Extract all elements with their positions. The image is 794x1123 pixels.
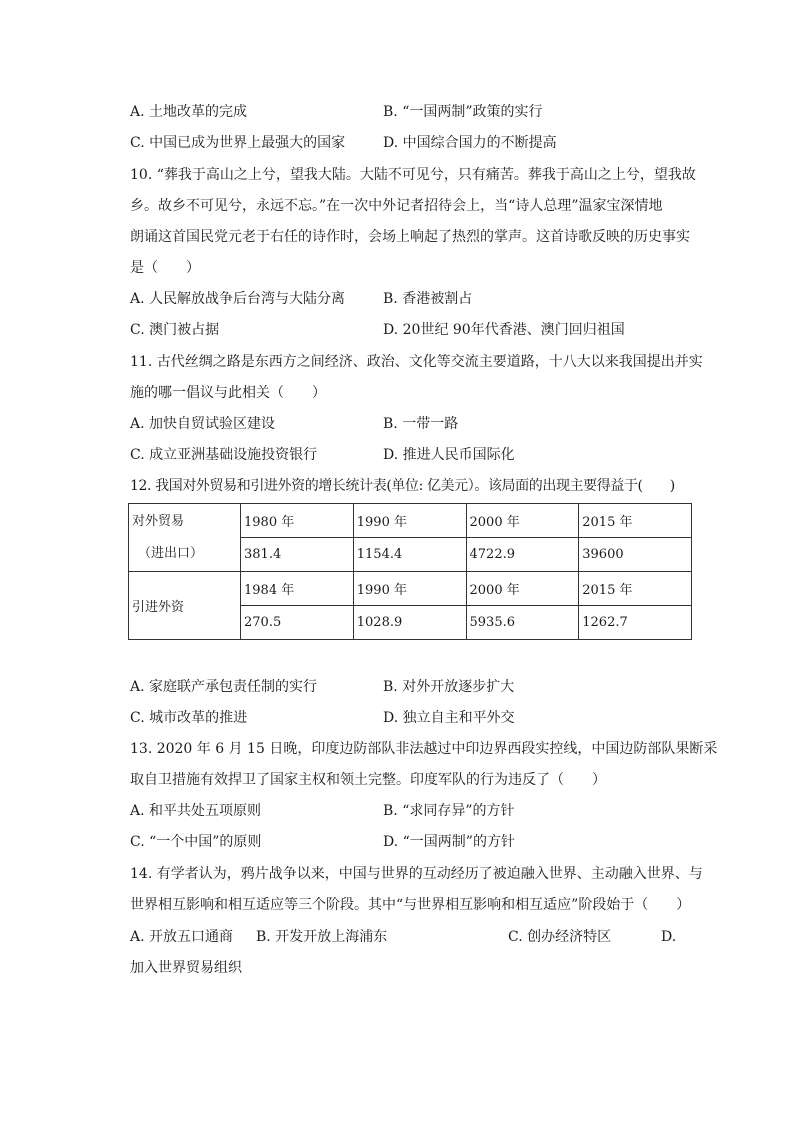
table-cell: 5935.6: [466, 606, 579, 640]
q14-option-a: A. 开放五口通商: [130, 929, 234, 945]
q11-option-b: B. 一带一路: [383, 416, 459, 432]
table-cell: 1154.4: [353, 538, 466, 572]
table-cell: 2000 年: [466, 572, 579, 606]
trade-label-line-2: （进出口）: [138, 545, 204, 561]
trade-statistics-table: [128, 503, 692, 640]
table-cell: 1990 年: [353, 572, 466, 606]
q10-option-c: C. 澳门被占据: [130, 322, 220, 338]
q10-option-b: B. 香港被割占: [383, 291, 473, 307]
q14-stem-line-1: 14. 有学者认为，鸦片战争以来，中国与世界的互动经历了被迫融入世界、主动融入世界、与: [130, 866, 703, 882]
q14-option-b: B. 开发开放上海浦东: [256, 929, 388, 945]
table-cell: 1262.7: [579, 606, 692, 640]
q9-option-b: B. “一国两制”政策的实行: [383, 104, 543, 120]
q12-option-c: C. 城市改革的推进: [130, 710, 248, 726]
q11-option-a: A. 加快自贸试验区建设: [130, 416, 276, 432]
q12-option-d: D. 独立自主和平外交: [383, 710, 515, 726]
q11-option-d: D. 推进人民币国际化: [383, 447, 515, 463]
q9-option-d: D. 中国综合国力的不断提高: [383, 135, 557, 151]
table-cell: 2015 年: [579, 504, 692, 538]
q10-stem-line-4: 是（ ）: [130, 260, 200, 276]
table-cell: 39600: [579, 538, 692, 572]
q14-option-d-text: 加入世界贸易组织: [130, 960, 242, 976]
q11-stem-line-2: 施的哪一倡议与此相关（ ）: [130, 385, 326, 401]
q11-option-c: C. 成立亚洲基础设施投资银行: [130, 447, 318, 463]
table-cell: 4722.9: [466, 538, 579, 572]
q13-option-a: A. 和平共处五项原则: [130, 803, 262, 819]
q10-option-d: D. 20世纪 90年代香港、澳门回归祖国: [383, 322, 625, 338]
q14-option-c: C. 创办经济特区: [508, 929, 612, 945]
table-row: [129, 504, 692, 538]
q10-option-a: A. 人民解放战争后台湾与大陆分离: [130, 291, 346, 307]
q10-stem-line-2: 乡。故乡不可见兮，永远不忘。”在一次中外记者招待会上，当“诗人总理”温家宝深情地: [130, 198, 663, 214]
q9-option-a: A. 土地改革的完成: [130, 104, 248, 120]
q11-stem-line-1: 11. 古代丝绸之路是东西方之间经济、政治、文化等交流主要道路，十八大以来我国提出并实: [130, 354, 703, 370]
q13-stem-line-2: 取自卫措施有效捍卫了国家主权和领土完整。印度军队的行为违反了（ ）: [130, 772, 606, 788]
q13-stem-line-1: 13. 2020 年 6 月 15 日晚，印度边防部队非法越过中印边界西段实控线，中国边防部队果断采: [130, 741, 718, 757]
q12-option-a: A. 家庭联产承包责任制的实行: [130, 679, 318, 695]
table-row: [129, 572, 692, 606]
q13-option-d: D. “一国两制”的方针: [383, 834, 515, 850]
table-cell: 1990 年: [353, 504, 466, 538]
q12-option-b: B. 对外开放逐步扩大: [383, 679, 515, 695]
q13-option-c: C. “一个中国”的原则: [130, 834, 262, 850]
table-cell: 381.4: [241, 538, 354, 572]
q14-stem-line-2: 世界相互影响和相互适应等三个阶段。其中“与世界相互影响和相互适应”阶段始于（ ）: [130, 897, 691, 913]
q9-option-c: C. 中国已成为世界上最强大的国家: [130, 135, 346, 151]
q10-stem-line-1: 10. “葬我于高山之上兮，望我大陆。大陆不可见兮，只有痛苦。葬我于高山之上兮，望我故: [130, 167, 696, 183]
table-cell: 1980 年: [241, 504, 354, 538]
q10-stem-line-3: 朗诵这首国民党元老于右任的诗作时，会场上响起了热烈的掌声。这首诗歌反映的历史事实: [130, 229, 690, 245]
table-cell: 1028.9: [353, 606, 466, 640]
table-cell: 2000 年: [466, 504, 579, 538]
q14-option-d-letter: D.: [661, 929, 677, 945]
table-cell: 1984 年: [241, 572, 354, 606]
trade-label-line-1: 对外贸易: [132, 513, 185, 529]
table-cell: 2015 年: [579, 572, 692, 606]
trade-row-header: [129, 504, 241, 572]
q12-stem-line-1: 12. 我国对外贸易和引进外资的增长统计表(单位: 亿美元）。该局面的出现主要得益于( ): [130, 478, 675, 494]
table-cell: 270.5: [241, 606, 354, 640]
invest-row-header: 引进外资: [129, 572, 241, 640]
q13-option-b: B. “求同存异”的方针: [383, 803, 515, 819]
